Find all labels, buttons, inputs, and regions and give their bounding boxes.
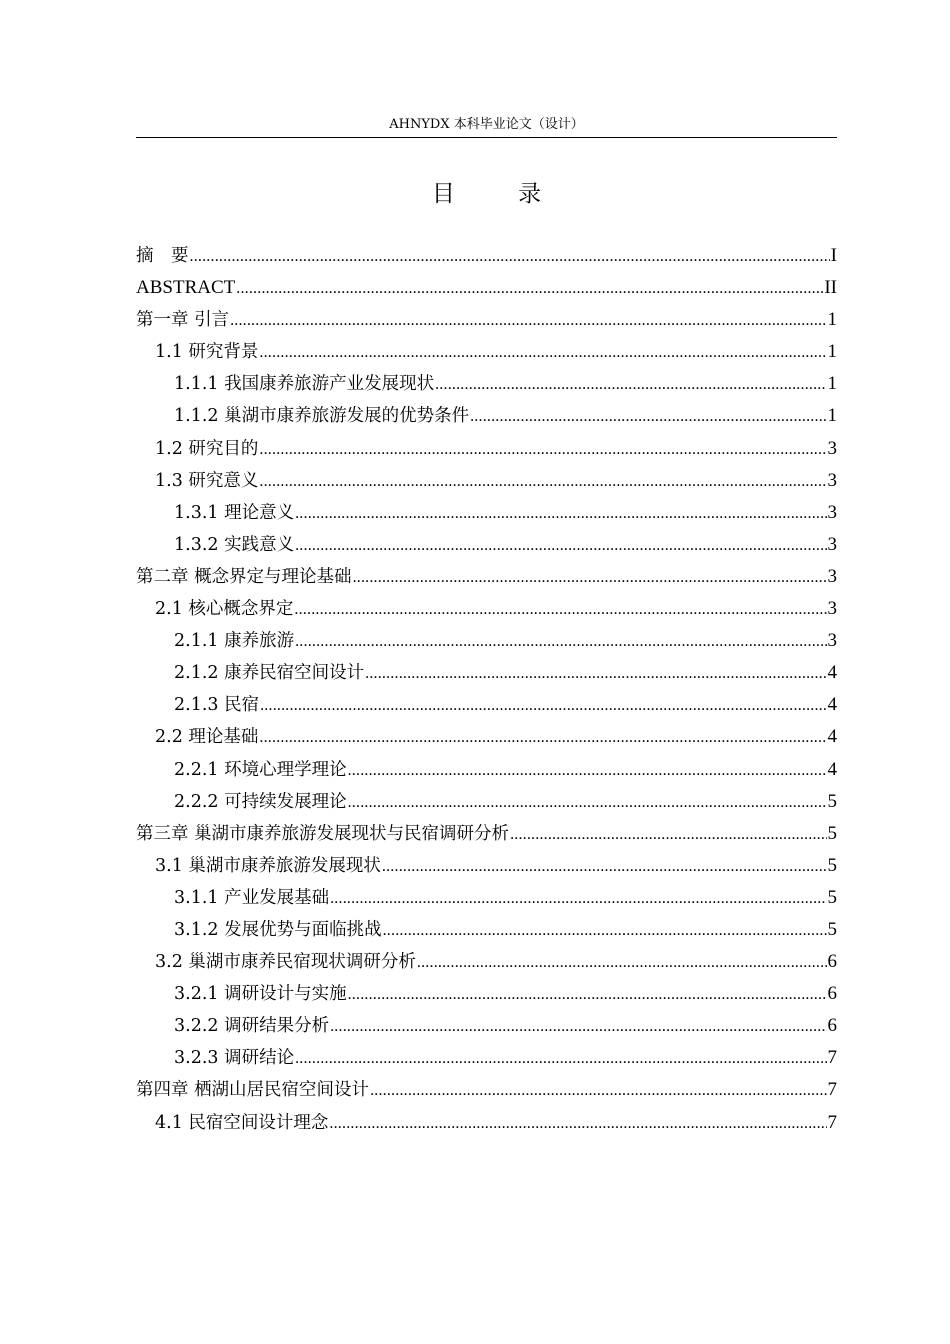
toc-entry-page-number: 6	[827, 1015, 837, 1037]
toc-entry-page-number: 4	[827, 694, 837, 716]
toc-entry-page-number: II	[824, 277, 837, 299]
dot-leader	[190, 241, 830, 273]
toc-entry-label: 摘 要	[136, 246, 189, 266]
toc-entry-page-number: 4	[827, 662, 837, 684]
toc-entry[interactable]	[136, 754, 837, 786]
toc-entry-label: 3.2.2 调研结果分析	[174, 1016, 330, 1037]
toc-entry-label: 3.2.3 调研结论	[174, 1048, 295, 1069]
running-header: AHNYDX 本科毕业论文（设计）	[389, 117, 584, 132]
toc-entry[interactable]	[136, 497, 837, 529]
dot-leader	[236, 273, 823, 305]
toc-entry[interactable]	[136, 946, 837, 978]
dot-leader	[348, 787, 827, 819]
dot-leader	[417, 947, 827, 979]
toc-entry[interactable]	[136, 818, 837, 850]
toc-entry[interactable]	[136, 593, 837, 625]
toc-entry-page-number: 3	[827, 437, 837, 459]
dot-leader	[348, 979, 827, 1011]
toc-entry-label: 2.2.1 环境心理学理论	[174, 759, 347, 780]
dot-leader	[294, 594, 826, 626]
toc-entry-label: 1.1 研究背景	[155, 342, 259, 363]
toc-entry-label: 2.1.1 康养旅游	[174, 631, 295, 652]
toc-entry-page-number: 3	[827, 469, 837, 491]
toc-entry-page-number: 1	[827, 373, 837, 395]
dot-leader	[383, 915, 827, 947]
toc-entry[interactable]	[136, 721, 837, 753]
page-title: 目 录	[431, 181, 570, 207]
toc-entry[interactable]	[136, 1042, 837, 1074]
toc-entry-page-number: 6	[827, 983, 837, 1005]
toc-entry-page-number: 5	[827, 822, 837, 844]
toc-entry-page-number: 5	[827, 918, 837, 940]
table-of-contents	[136, 240, 837, 1139]
dot-leader	[295, 626, 826, 658]
toc-entry[interactable]	[136, 850, 837, 882]
toc-entry[interactable]	[136, 400, 837, 432]
toc-entry-label: 1.3 研究意义	[155, 470, 259, 491]
toc-entry-page-number: 5	[827, 790, 837, 812]
toc-entry-page-number: 4	[827, 726, 837, 748]
dot-leader	[329, 1108, 826, 1140]
dot-leader	[295, 498, 826, 530]
toc-entry-page-number: 7	[827, 1079, 837, 1101]
toc-entry-page-number: I	[830, 245, 837, 266]
dot-leader	[330, 883, 826, 915]
toc-entry[interactable]	[136, 529, 837, 561]
toc-entry-page-number: 1	[827, 341, 837, 363]
toc-entry-page-number: 5	[827, 854, 837, 876]
dot-leader	[259, 466, 826, 498]
dot-leader	[330, 1011, 826, 1043]
toc-entry[interactable]	[136, 465, 837, 497]
toc-entry-page-number: 1	[827, 405, 837, 427]
toc-entry-page-number: 3	[827, 565, 837, 587]
toc-entry-page-number: 3	[827, 533, 837, 555]
toc-entry-page-number: 7	[827, 1111, 837, 1133]
toc-entry[interactable]	[136, 978, 837, 1010]
toc-entry[interactable]	[136, 433, 837, 465]
toc-entry-label: 2.1.3 民宿	[174, 695, 260, 716]
toc-entry[interactable]	[136, 336, 837, 368]
toc-entry[interactable]	[136, 689, 837, 721]
toc-entry-label: 1.1.2 巢湖市康养旅游发展的优势条件	[174, 406, 470, 427]
toc-entry[interactable]	[136, 625, 837, 657]
dot-leader	[353, 562, 827, 594]
toc-entry-label: 3.1.2 发展优势与面临挑战	[174, 919, 382, 940]
toc-entry-label: 第三章 巢湖市康养旅游发展现状与民宿调研分析	[136, 823, 510, 844]
toc-entry-label: 第二章 概念界定与理论基础	[136, 566, 352, 587]
dot-leader	[382, 851, 827, 883]
dot-leader	[365, 658, 826, 690]
toc-entry-label: 第四章 栖湖山居民宿空间设计	[136, 1080, 370, 1101]
toc-entry-page-number: 1	[827, 309, 837, 331]
toc-entry-label: 3.2 巢湖市康养民宿现状调研分析	[155, 952, 416, 973]
dot-leader	[510, 819, 826, 851]
dot-leader	[435, 369, 826, 401]
dot-leader	[295, 530, 826, 562]
toc-entry-label: 2.2 理论基础	[155, 727, 259, 748]
toc-entry-page-number: 3	[827, 630, 837, 652]
toc-entry[interactable]	[136, 1010, 837, 1042]
toc-entry-page-number: 5	[827, 886, 837, 908]
dot-leader	[260, 690, 826, 722]
toc-entry[interactable]	[136, 561, 837, 593]
toc-entry-label: 1.2 研究目的	[155, 438, 259, 459]
toc-entry[interactable]	[136, 304, 837, 336]
toc-entry-label: 2.1 核心概念界定	[155, 599, 294, 620]
toc-entry-label: 4.1 民宿空间设计理念	[155, 1112, 329, 1133]
toc-entry-label: 1.3.1 理论意义	[174, 502, 295, 523]
dot-leader	[295, 1043, 826, 1075]
toc-entry-label: 1.3.2 实践意义	[174, 534, 295, 555]
dot-leader	[259, 722, 826, 754]
toc-entry-label: 3.1.1 产业发展基础	[174, 887, 330, 908]
toc-entry-label: 2.1.2 康养民宿空间设计	[174, 663, 365, 684]
toc-entry[interactable]	[136, 1074, 837, 1106]
dot-leader	[259, 337, 826, 369]
toc-entry-label: 3.1 巢湖市康养旅游发展现状	[155, 855, 381, 876]
toc-entry-label: 3.2.1 调研设计与实施	[174, 984, 347, 1005]
dot-leader	[259, 434, 826, 466]
toc-entry-label: 第一章 引言	[136, 310, 230, 331]
toc-entry[interactable]	[136, 368, 837, 400]
toc-entry[interactable]	[136, 240, 837, 272]
dot-leader	[348, 755, 827, 787]
toc-entry-label: ABSTRACT	[136, 277, 236, 299]
dot-leader	[230, 305, 826, 337]
toc-entry-page-number: 3	[827, 501, 837, 523]
toc-entry-page-number: 6	[827, 951, 837, 973]
toc-entry-label: 1.1.1 我国康养旅游产业发展现状	[174, 374, 435, 395]
toc-entry[interactable]	[136, 786, 837, 818]
header-rule	[136, 137, 837, 138]
toc-entry[interactable]	[136, 882, 837, 914]
toc-entry-page-number: 3	[827, 598, 837, 620]
toc-entry-page-number: 7	[827, 1047, 837, 1069]
toc-entry-label: 2.2.2 可持续发展理论	[174, 791, 347, 812]
toc-entry[interactable]	[136, 657, 837, 689]
dot-leader	[470, 401, 826, 433]
toc-entry-page-number: 4	[827, 758, 837, 780]
toc-entry[interactable]	[136, 914, 837, 946]
dot-leader	[370, 1075, 826, 1107]
toc-entry[interactable]	[136, 1107, 837, 1139]
toc-entry[interactable]	[136, 272, 837, 304]
